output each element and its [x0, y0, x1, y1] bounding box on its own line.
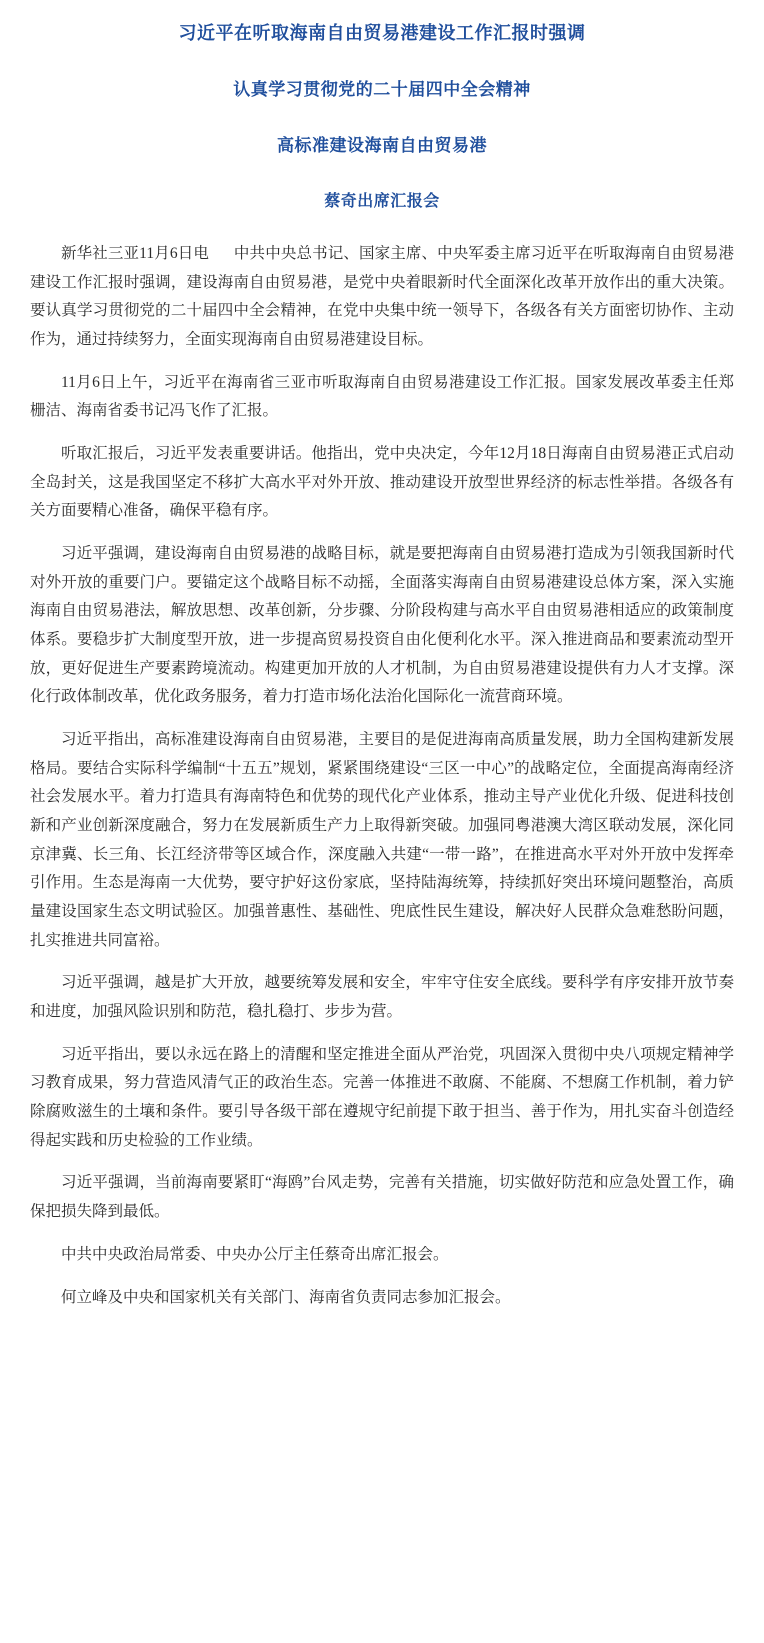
- headline-block: [30, 20, 734, 214]
- subheadline-3: 蔡奇出席汇报会: [324, 193, 440, 210]
- paragraph: 何立峰及中央和国家机关有关部门、海南省负责同志参加汇报会。: [61, 1288, 511, 1306]
- paragraph: 习近平指出，高标准建设海南自由贸易港，主要目的是促进海南高质量发展，助力全国构建新发展格局。要结合实际科学编制“十五五”规划，紧紧围绕建设“三区一中心”的战略定位，全面提高海南经济社会发展水平。着力打造具有海南特色和优势的现代化产业体系，推动主导产业优化升级、促进科技创新和产业创新深度融合，努力在发展新质生产力上取得新突破。加强同粤港澳大湾区联动发展，深化同京津冀、长三角、长江经济带等区域合作，深度融入共建“一带一路”，在推进高水平对外开放中发挥牵引作用。生态是海南一大优势，要守护好这份家底，坚持陆海统筹，持续抓好突出环境问题整治，高质量建设国家生态文明试验区。加强普惠性、基础性、兜底性民生建设，解决好人民群众急难愁盼问题，扎实推进共同富裕。: [30, 731, 734, 949]
- article-body: [30, 240, 734, 1312]
- page-title: 习近平在听取海南自由贸易港建设工作汇报时强调: [178, 23, 586, 43]
- paragraph: 习近平强调，建设海南自由贸易港的战略目标，就是要把海南自由贸易港打造成为引领我国新时代对外开放的重要门户。要锚定这个战略目标不动摇，全面落实海南自由贸易港建设总体方案，深入实施海南自由贸易港法，解放思想、改革创新，分步骤、分阶段构建与高水平自由贸易港相适应的政策制度体系。要稳步扩大制度型开放，进一步提高贸易投资自由化便利化水平。深入推进商品和要素流动型开放，更好促进生产要素跨境流动。构建更加开放的人才机制，为自由贸易港建设提供有力人才支撑。深化行政体制改革，优化政务服务，着力打造市场化法治化国际化一流营商环境。: [30, 545, 734, 706]
- paragraph-lead: [30, 240, 734, 355]
- dateline: 新华社三亚11月6日电: [61, 245, 209, 262]
- paragraph: 中共中央政治局常委、中央办公厅主任蔡奇出席汇报会。: [61, 1245, 449, 1263]
- paragraph: 习近平指出，要以永远在路上的清醒和坚定推进全面从严治党，巩固深入贯彻中央八项规定精神学习教育成果，努力营造风清气正的政治生态。完善一体推进不敢腐、不能腐、不想腐工作机制，着力铲除腐败滋生的土壤和条件。要引导各级干部在遵规守纪前提下敢于担当、善于作为，用扎实奋斗创造经得起实践和历史检验的工作业绩。: [30, 1045, 734, 1149]
- paragraph: 11月6日上午，习近平在海南省三亚市听取海南自由贸易港建设工作汇报。国家发展改革委主任郑栅洁、海南省委书记冯飞作了汇报。: [30, 373, 734, 420]
- subheadline-1: 认真学习贯彻党的二十届四中全会精神: [233, 80, 531, 99]
- paragraph: 习近平强调，当前海南要紧盯“海鸥”台风走势，完善有关措施，切实做好防范和应急处置工作，确保把损失降到最低。: [30, 1174, 734, 1221]
- paragraph-text: 中共中央总书记、国家主席、中央军委主席习近平在听取海南自由贸易港建设工作汇报时强调，建设海南自由贸易港，是党中央着眼新时代全面深化改革开放作出的重大决策。要认真学习贯彻党的二十届四中全会精神，在党中央集中统一领导下，各级各有关方面密切协作、主动作为，通过持续努力，全面实现海南自由贸易港建设目标。: [30, 245, 734, 349]
- subheadline-2: 高标准建设海南自由贸易港: [277, 135, 487, 155]
- paragraph: 习近平强调，越是扩大开放，越要统筹发展和安全，牢牢守住安全底线。要科学有序安排开放节奏和进度，加强风险识别和防范，稳扎稳打、步步为营。: [30, 974, 734, 1021]
- paragraph: 听取汇报后，习近平发表重要讲话。他指出，党中央决定，今年12月18日海南自由贸易港正式启动全岛封关，这是我国坚定不移扩大高水平对外开放、推动建设开放型世界经济的标志性举措。各级各有关方面要精心准备，确保平稳有序。: [30, 445, 734, 520]
